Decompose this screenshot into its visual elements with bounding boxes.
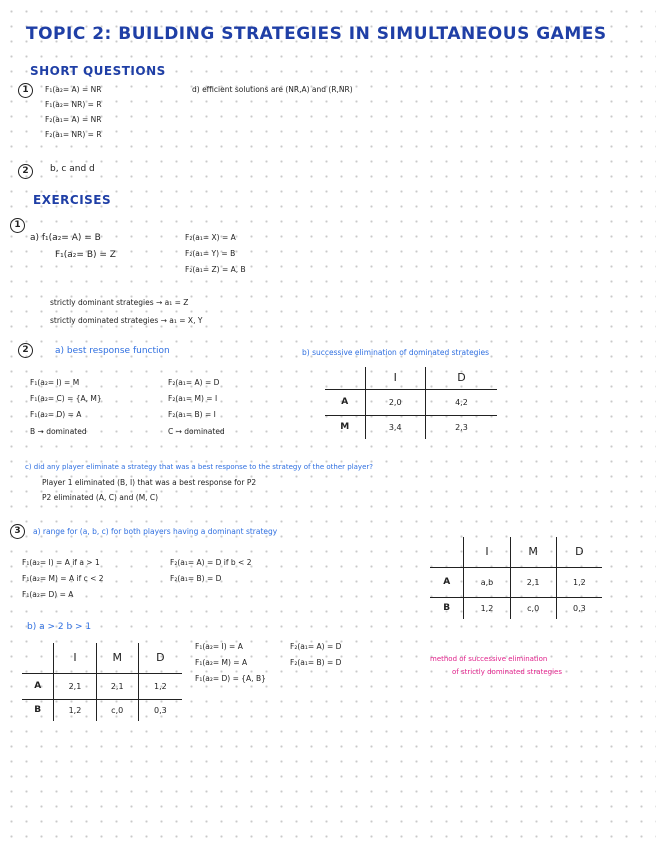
ex1-left-line: F₁(a₂= B) = Z (55, 250, 116, 260)
col-header: D (138, 643, 182, 673)
ex2-right-line: C → dominated (168, 427, 225, 436)
q1-efficient-solutions: d) efficient solutions are (NR,A) and (R,NR) (192, 85, 353, 94)
payoff-cell: 2,0 (365, 389, 425, 415)
col-header: I (464, 537, 510, 567)
ex2-a-label: a) best response function (55, 346, 170, 356)
row-header: B (430, 597, 464, 619)
payoff-cell: 2,1 (96, 673, 138, 699)
q1-line: F₂(a₁= A) = NR (45, 115, 102, 124)
ex1-dominant: strictly dominant strategies → a₁ = Z (50, 298, 189, 307)
ex3-b-right-line: F₂(a₁= A) = D (290, 642, 342, 651)
payoff-cell: 0,3 (573, 603, 586, 613)
method-note: of strictly dominated strategies (452, 668, 562, 676)
q2-answer: b, c and d (50, 164, 95, 174)
col-header: I (54, 643, 96, 673)
exercises-heading: EXERCISES (33, 193, 112, 207)
payoff-cell: 1,2 (138, 673, 182, 699)
ex2-number: 2 (18, 343, 33, 358)
ex3-left-line: F₁(a₂= D) = A (22, 590, 74, 599)
col-header: M (96, 643, 138, 673)
ex2-left-line: F₁(a₂= I) = M (30, 378, 80, 387)
ex1-dominated: strictly dominated strategies → a₁ = X, Y (50, 316, 203, 325)
ex2-b-label: b) successive elimination of dominated strategies (302, 348, 490, 357)
ex3-b-left-line: F₁(a₂= I) = A (195, 642, 243, 651)
q1-line: F₁(a₂= NR) = R (45, 100, 102, 109)
payoff-cell: a,b (464, 567, 510, 597)
payoff-cell: 1,2 (54, 699, 96, 721)
col-header: D (425, 367, 497, 389)
ex3-game-table-bottom (22, 643, 182, 721)
ex2-left-line: F₁(a₂= C) = {A, M} (30, 394, 102, 403)
page-title: TOPIC 2: BUILDING STRATEGIES IN SIMULTANEOUS GAMES (26, 24, 607, 44)
ex1-left-line: a) f₁(a₂= A) = B (30, 233, 101, 243)
ex3-game-table-top (430, 537, 602, 619)
col-header: M (510, 537, 556, 567)
ex2-c-question: c) did any player eliminate a strategy that was a best response to the strategy of the other player? (25, 463, 373, 471)
q1-line: F₂(a₁= NR) = R (45, 130, 102, 139)
row-header: A (22, 673, 54, 699)
q2-number: 2 (18, 164, 33, 179)
payoff-cell: 0,3 (154, 705, 167, 715)
payoff-cell: c,0 (96, 699, 138, 721)
payoff-cell: 1,2 (464, 597, 510, 619)
short-questions-heading: SHORT QUESTIONS (30, 64, 166, 78)
ex1-right-line: F₂(a₁= Y) = B (185, 249, 236, 258)
ex3-left-line: F₁(a₂= M) = A if c < 2 (22, 574, 104, 583)
ex2-c-answer: P2 eliminated (A, C) and (M, C) (42, 493, 159, 502)
ex2-left-line: F₁(a₂= D) = A (30, 410, 82, 419)
ex2-game-table (325, 367, 497, 439)
ex3-left-line: F₁(a₂= I) = A if a > 1 (22, 558, 100, 567)
ex3-b-label: b) a > 2 b > 1 (27, 622, 92, 632)
q1-line: F₁(a₂= A) = NR (45, 85, 102, 94)
ex1-right-line: F₂(a₁= Z) = A, B (185, 265, 246, 274)
ex2-right-line: F₂(a₁= B) = I (168, 410, 216, 419)
payoff-cell: 2,1 (54, 673, 96, 699)
ex2-right-line: F₂(a₁= M) = I (168, 394, 218, 403)
ex2-right-line: F₂(a₁= A) = D (168, 378, 220, 387)
payoff-cell: c,0 (510, 597, 556, 619)
col-header: D (556, 537, 602, 567)
payoff-cell: 4,2 (425, 389, 497, 415)
row-header: A (325, 389, 365, 415)
col-header: I (365, 367, 425, 389)
ex3-b-left-line: F₁(a₂= M) = A (195, 658, 248, 667)
row-header: B (22, 699, 54, 721)
ex3-a-question: a) range for (a, b, c) for both players having a dominant strategy (33, 527, 278, 536)
payoff-cell: 2,3 (455, 422, 468, 432)
ex3-number: 3 (10, 524, 25, 539)
ex3-right-line: F₂(a₁= B) = D (170, 574, 222, 583)
ex1-number: 1 (10, 218, 25, 233)
ex2-left-line: B → dominated (30, 427, 87, 436)
payoff-cell: 3,4 (365, 415, 425, 439)
row-header: M (325, 415, 365, 439)
ex2-c-answer: Player 1 eliminated (B, I) that was a best response for P2 (42, 478, 257, 487)
payoff-cell: 1,2 (556, 567, 602, 597)
q1-number: 1 (18, 83, 33, 98)
row-header: A (430, 567, 464, 597)
ex3-b-right-line: F₂(a₁= B) = D (290, 658, 342, 667)
method-note: method of successive elimination (430, 655, 548, 663)
ex1-right-line: F₂(a₁= X) = A (185, 233, 236, 242)
payoff-cell: 2,1 (510, 567, 556, 597)
ex3-right-line: F₂(a₁= A) = D if b < 2 (170, 558, 252, 567)
ex3-b-left-line: F₁(a₂= D) = {A, B} (195, 674, 266, 683)
